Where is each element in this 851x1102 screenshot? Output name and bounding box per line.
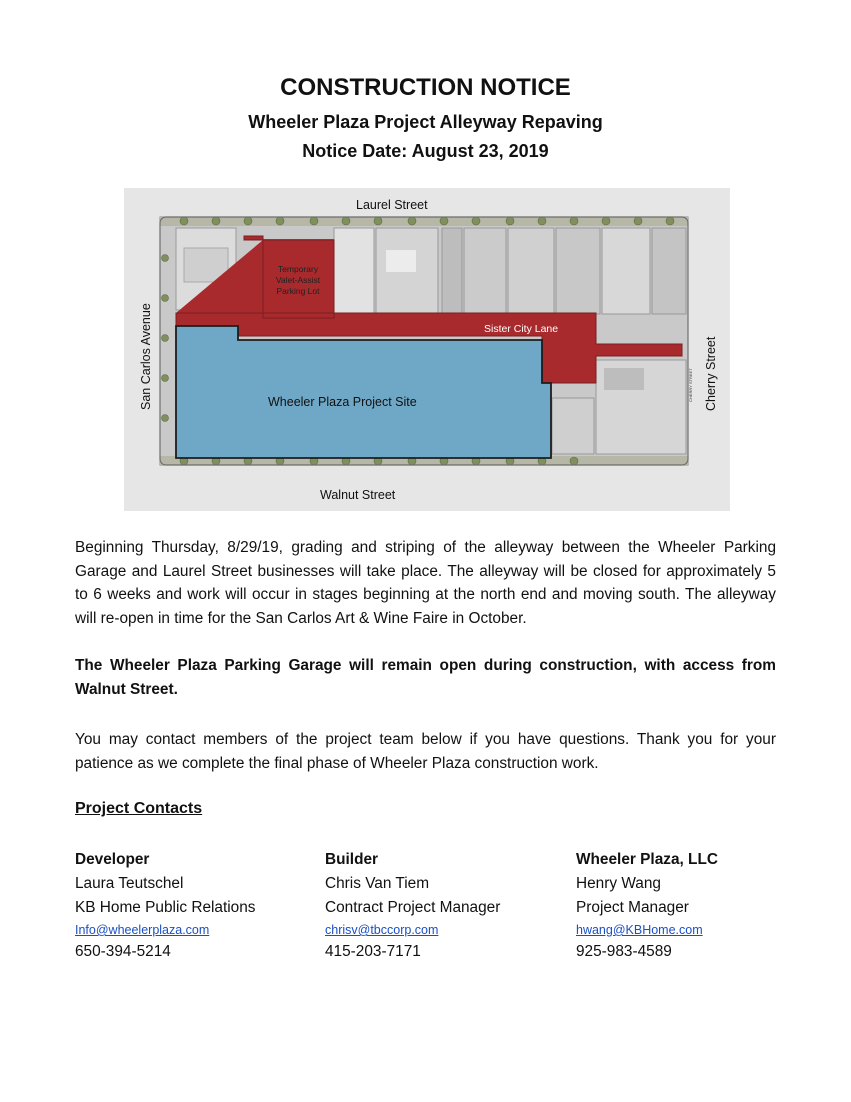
project-site-label: Wheeler Plaza Project Site xyxy=(268,395,417,409)
parking-label-line2: Valet-Assist xyxy=(275,275,321,285)
sister-city-lane-label: Sister City Lane xyxy=(484,323,559,335)
contact-phone: 650-394-5214 xyxy=(75,943,171,960)
project-contacts-heading: Project Contacts xyxy=(75,800,203,817)
notice-date: Notice Date: August 23, 2019 xyxy=(302,141,549,161)
contact-email-link[interactable]: hwang@KBHome.com xyxy=(576,923,703,937)
parking-label-line1: Temporary xyxy=(277,264,319,274)
parking-label-line3: Parking Lot xyxy=(276,286,320,296)
laurel-street-label: Laurel Street xyxy=(356,198,428,212)
contact-role: Wheeler Plaza, LLC xyxy=(576,851,718,868)
contact-phone: 415-203-7171 xyxy=(325,943,421,960)
contact-email-link[interactable]: Info@wheelerplaza.com xyxy=(75,923,210,937)
walnut-street-label: Walnut Street xyxy=(320,488,396,502)
contact-role: Builder xyxy=(325,851,379,868)
paragraph-schedule: Beginning Thursday, 8/29/19, grading and striping of the alleyway between the Wheeler Parking Garage and Laurel Street businesses will take place. The alleyway will be closed for approximately 5 to 6 weeks and work will occur in stages beginning at the north end and moving south. The alleyway will re-open in time for the San Carlos Art & Wine Faire in October. xyxy=(75,539,776,627)
contact-role: Developer xyxy=(75,851,150,868)
cherry-street-small-sign: CHERRY STREET xyxy=(688,368,693,402)
san-carlos-avenue-label: San Carlos Avenue xyxy=(139,303,153,410)
cherry-street-label: Cherry Street xyxy=(704,336,718,411)
paragraph-garage-access: The Wheeler Plaza Parking Garage will remain open during construction, with access from Walnut Street. xyxy=(75,657,776,698)
contact-title: Project Manager xyxy=(576,899,689,916)
paragraph-contact-info: You may contact members of the project team below if you have questions. Thank you for your patience as we complete the final phase of Wheeler Plaza construction work. xyxy=(75,731,776,772)
contact-builder xyxy=(325,848,500,964)
contact-name: Laura Teutschel xyxy=(75,875,184,892)
notice-title: CONSTRUCTION NOTICE xyxy=(280,74,571,101)
project-site xyxy=(176,326,551,458)
contact-title: Contract Project Manager xyxy=(325,899,501,916)
site-map xyxy=(124,188,730,511)
notice-subtitle: Wheeler Plaza Project Alleyway Repaving xyxy=(248,112,603,132)
contact-name: Henry Wang xyxy=(576,875,661,892)
contact-wheeler-plaza-llc xyxy=(576,848,718,964)
contact-title: KB Home Public Relations xyxy=(75,899,256,916)
contact-developer xyxy=(75,848,256,964)
contact-name: Chris Van Tiem xyxy=(325,875,430,892)
contact-email-link[interactable]: chrisv@tbccorp.com xyxy=(325,923,439,937)
contact-phone: 925-983-4589 xyxy=(576,943,672,960)
